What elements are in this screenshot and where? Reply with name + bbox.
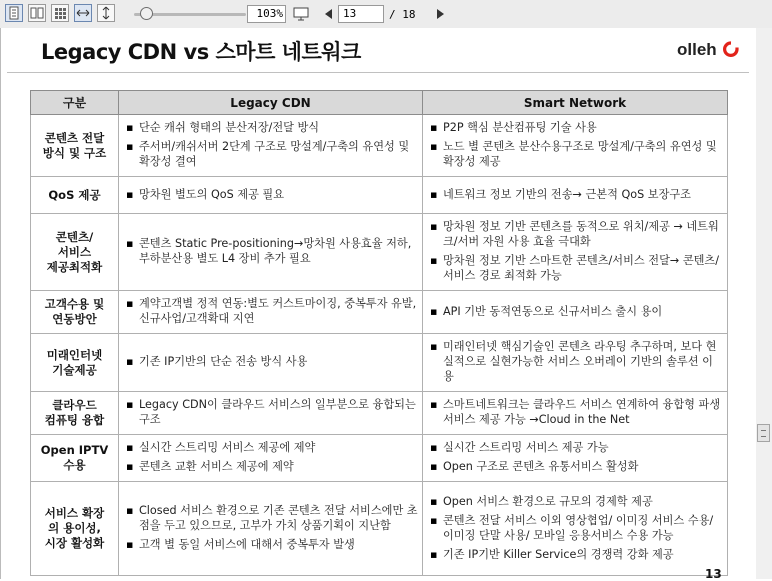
table-row bbox=[31, 214, 728, 291]
bullet-list bbox=[427, 120, 723, 169]
table-row bbox=[31, 435, 728, 482]
vertical-scrollbar[interactable] bbox=[754, 28, 772, 579]
row-category bbox=[31, 392, 119, 435]
two-page-icon[interactable] bbox=[28, 4, 46, 22]
slide-page-number: 13 bbox=[705, 567, 722, 581]
category-line: 의 용이성, bbox=[48, 521, 101, 535]
header-smart-network: Smart Network bbox=[423, 91, 728, 115]
next-page-arrow-icon[interactable] bbox=[437, 9, 444, 19]
bullet-item: ▪ 망차원 별도의 QoS 제공 필요 bbox=[139, 187, 418, 202]
slide-page bbox=[0, 28, 756, 579]
category-line: 고객수용 및 bbox=[44, 297, 105, 311]
table-row bbox=[31, 115, 728, 177]
table-row bbox=[31, 291, 728, 334]
table-row bbox=[31, 334, 728, 392]
legacy-cdn-cell bbox=[119, 435, 423, 482]
bullet-list bbox=[123, 503, 418, 552]
legacy-cdn-cell bbox=[119, 214, 423, 291]
category-line: 기술제공 bbox=[52, 362, 97, 377]
bullet-list bbox=[427, 397, 723, 427]
row-category bbox=[31, 177, 119, 214]
bullet-item: ▪ 네트워크 정보 기반의 전송→ 근본적 QoS 보장구조 bbox=[443, 187, 723, 202]
grid-view-icon[interactable] bbox=[51, 4, 69, 22]
slide-title: Legacy CDN vs 스마트 네트워크 bbox=[41, 40, 361, 64]
bullet-list bbox=[427, 187, 723, 202]
bullet-item: ▪ Open 구조로 콘텐츠 유통서비스 활성화 bbox=[443, 459, 723, 474]
legacy-cdn-cell bbox=[119, 482, 423, 576]
smart-network-cell bbox=[423, 291, 728, 334]
legacy-cdn-cell bbox=[119, 291, 423, 334]
bullet-list bbox=[123, 397, 418, 427]
category-line: 콘텐츠 전달 bbox=[44, 130, 105, 145]
category-line: 클라우드 bbox=[52, 398, 97, 412]
category-line: 미래인터넷 bbox=[46, 347, 103, 362]
bullet-list bbox=[427, 339, 723, 384]
table-row bbox=[31, 482, 728, 576]
bullet-list bbox=[123, 296, 418, 326]
category-line: 컴퓨팅 융합 bbox=[44, 413, 105, 427]
category-line: 제공최적화 bbox=[46, 259, 103, 274]
bullet-item: ▪ 콘텐츠 전달 서비스 이외 영상협업/ 이미징 서비스 수용/ 이미징 단말 사용/ 모바일 응용서비스 수용 가능 bbox=[443, 513, 723, 543]
olleh-logo-icon bbox=[723, 41, 739, 58]
bullet-list bbox=[123, 236, 418, 266]
bullet-list bbox=[123, 120, 418, 169]
smart-network-cell bbox=[423, 214, 728, 291]
category-line: 방식 및 구조 bbox=[42, 145, 107, 160]
single-page-icon[interactable] bbox=[5, 4, 23, 22]
category-line: 콘텐츠/ bbox=[55, 229, 94, 244]
bullet-item: ▪ 단순 캐쉬 형태의 분산저장/전달 방식 bbox=[139, 120, 418, 135]
table-row bbox=[31, 392, 728, 435]
bullet-item: ▪ API 기반 동적연동으로 신규서비스 출시 용이 bbox=[443, 304, 723, 319]
smart-network-cell bbox=[423, 392, 728, 435]
screen-icon[interactable] bbox=[293, 6, 309, 26]
row-category bbox=[31, 214, 119, 291]
smart-network-cell bbox=[423, 482, 728, 576]
bullet-item: ▪ P2P 핵심 분산컴퓨팅 기술 사용 bbox=[443, 120, 723, 135]
bullet-item: ▪ 실시간 스트리밍 서비스 제공 가능 bbox=[443, 440, 723, 455]
smart-network-cell bbox=[423, 435, 728, 482]
bullet-item: ▪ 노드 별 콘텐츠 분산수용구조로 망설계/구축의 유연성 및 확장성 제공 bbox=[443, 139, 723, 169]
bullet-list bbox=[123, 440, 418, 474]
bullet-item: ▪ 스마트네트워크는 클라우드 서비스 연계하여 융합형 파생 서비스 제공 가능 →Cloud in the Net bbox=[443, 397, 723, 427]
legacy-cdn-cell bbox=[119, 334, 423, 392]
zoom-level-field[interactable]: 103% bbox=[247, 5, 286, 23]
category-line: QoS 제공 bbox=[48, 187, 101, 202]
row-category bbox=[31, 482, 119, 576]
bullet-item: ▪ 기존 IP기반의 단순 전송 방식 사용 bbox=[139, 354, 418, 369]
smart-network-cell bbox=[423, 115, 728, 177]
bullet-item: ▪ 계약고객별 정적 연동:별도 커스트마이징, 중복투자 유발,신규사업/고객확대 지연 bbox=[139, 296, 418, 326]
comparison-table bbox=[30, 90, 728, 576]
row-category bbox=[31, 115, 119, 177]
scrollbar-thumb[interactable] bbox=[757, 424, 770, 442]
bullet-item: ▪ 고객 별 동일 서비스에 대해서 중복투자 발생 bbox=[139, 537, 418, 552]
bullet-item: ▪ 주서버/캐쉬서버 2단계 구조로 망설계/구축의 유연성 및 확장성 결여 bbox=[139, 139, 418, 169]
bullet-list bbox=[427, 440, 723, 474]
smart-network-cell bbox=[423, 177, 728, 214]
bullet-list bbox=[123, 187, 418, 202]
bullet-list bbox=[427, 494, 723, 562]
table-header-row bbox=[31, 91, 728, 115]
table-row bbox=[31, 177, 728, 214]
row-category bbox=[31, 291, 119, 334]
row-category bbox=[31, 334, 119, 392]
bullet-list bbox=[427, 219, 723, 283]
title-divider bbox=[7, 72, 749, 73]
bullet-item: ▪ 망차원 정보 기반 콘텐츠를 동적으로 위치/제공 → 네트워크/서버 자원 사용 효율 극대화 bbox=[443, 219, 723, 249]
legacy-cdn-cell bbox=[119, 177, 423, 214]
header-category: 구분 bbox=[31, 91, 119, 115]
bullet-item: ▪ 망차원 정보 기반 스마트한 콘텐츠/서비스 전달→ 콘텐츠/서비스 경로 최적화 가능 bbox=[443, 253, 723, 283]
page-number-field[interactable]: 13 bbox=[338, 5, 384, 23]
bullet-item: ▪ Closed 서비스 환경으로 기존 콘텐츠 전달 서비스에만 초점을 두고 있으므로, 고부가 가치 상품기획이 지난함 bbox=[139, 503, 418, 533]
zoom-slider-handle[interactable] bbox=[140, 7, 153, 20]
category-line: Open IPTV bbox=[40, 443, 109, 457]
page-total: / 18 bbox=[389, 8, 416, 21]
fit-height-icon[interactable] bbox=[97, 4, 115, 22]
category-line: 서비스 bbox=[57, 244, 92, 259]
bullet-list bbox=[427, 304, 723, 319]
bullet-item: ▪ 기존 IP기반 Killer Service의 경쟁력 강화 제공 bbox=[443, 547, 723, 562]
category-line: 연동방안 bbox=[52, 312, 97, 326]
bullet-item: ▪ 콘텐츠 Static Pre-positioning→망차원 사용효율 저하, 부하분산용 별도 L4 장비 추가 필요 bbox=[139, 236, 418, 266]
fit-width-icon[interactable] bbox=[74, 4, 92, 22]
category-line: 서비스 확장 bbox=[44, 506, 105, 520]
smart-network-cell bbox=[423, 334, 728, 392]
olleh-logo-text: olleh bbox=[677, 40, 717, 59]
row-category bbox=[31, 435, 119, 482]
bullet-item: ▪ 미래인터넷 핵심기술인 콘텐츠 라우팅 추구하며, 보다 현실적으로 실현가능한 서비스 오버레이 기반의 솔루션 이용 bbox=[443, 339, 723, 384]
bullet-item: ▪ Open 서비스 환경으로 규모의 경제학 제공 bbox=[443, 494, 723, 509]
viewer-toolbar bbox=[0, 0, 772, 29]
category-line: 시장 활성화 bbox=[44, 536, 105, 550]
bullet-item: ▪ 실시간 스트리밍 서비스 제공에 제약 bbox=[139, 440, 418, 455]
bullet-item: ▪ Legacy CDN이 클라우드 서비스의 일부분으로 융합되는 구조 bbox=[139, 397, 418, 427]
bullet-list bbox=[123, 354, 418, 369]
header-legacy-cdn: Legacy CDN bbox=[119, 91, 423, 115]
prev-page-arrow-icon[interactable] bbox=[325, 9, 332, 19]
category-line: 수용 bbox=[63, 458, 86, 472]
legacy-cdn-cell bbox=[119, 115, 423, 177]
bullet-item: ▪ 콘텐츠 교환 서비스 제공에 제약 bbox=[139, 459, 418, 474]
legacy-cdn-cell bbox=[119, 392, 423, 435]
